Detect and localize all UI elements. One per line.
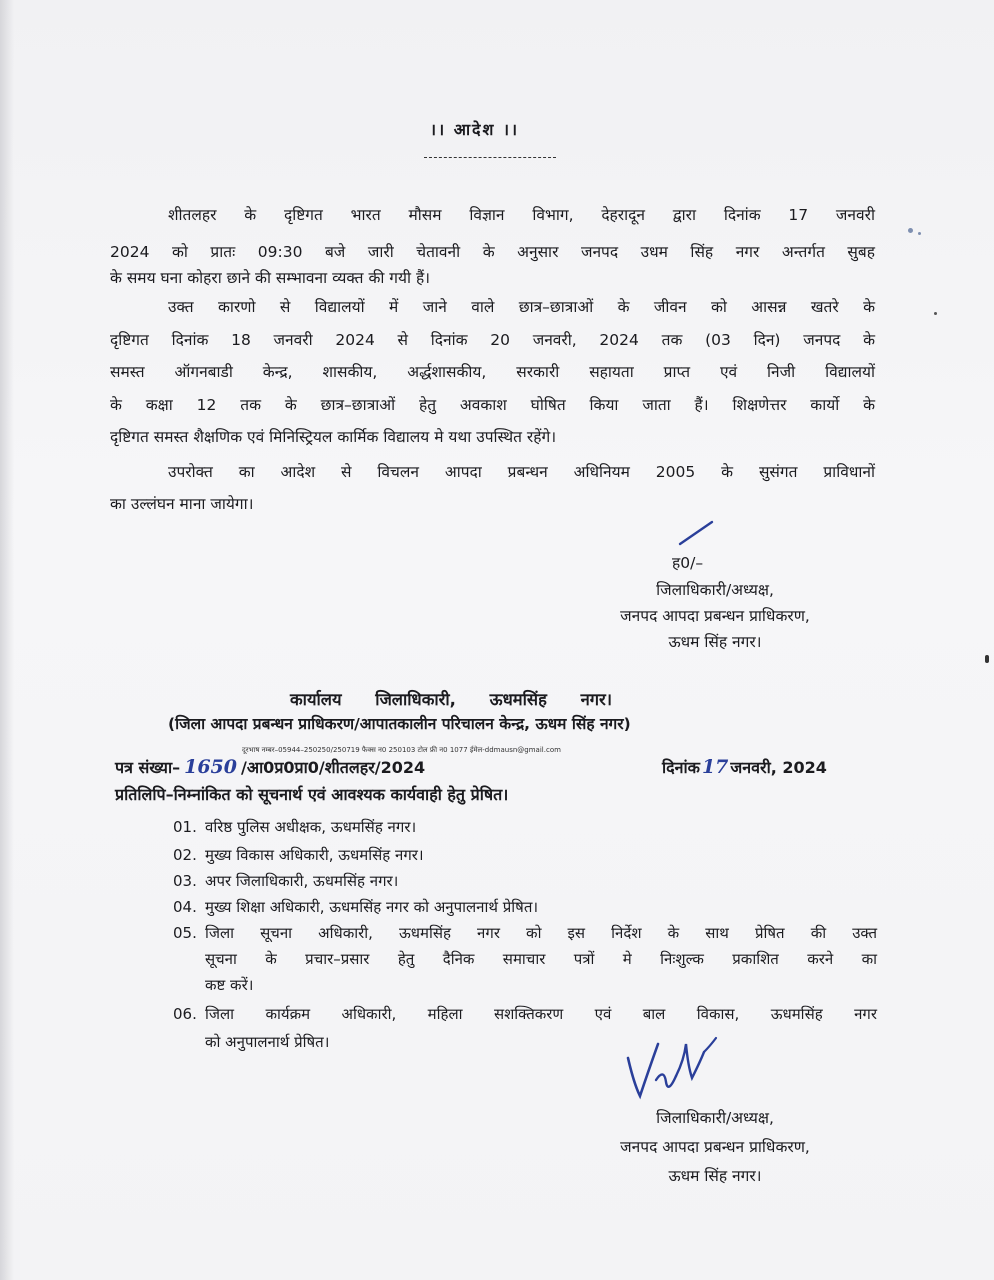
order-p2-line4: के कक्षा 12 तक के छात्र–छात्राओं हेतु अवकाश घोषित किया जाता हैं। शिक्षणेत्तर कार्यो के [110, 396, 875, 414]
title-underline [424, 157, 556, 158]
office-subheading: (जिला आपदा प्रबन्धन प्राधिकरण/आपातकालीन परिचालन केन्द्र, ऊधम सिंह नगर) [168, 715, 631, 733]
recipient-4-num: 04. [173, 898, 197, 916]
recipient-5-line3: कष्ट करें। [205, 976, 254, 994]
order-sign-designation: जिलाधिकारी/अध्यक्ष, [656, 581, 774, 599]
recipient-4: मुख्य शिक्षा अधिकारी, ऊधमसिंह नगर को अनुपालनार्थ प्रेषित। [205, 898, 539, 916]
recipient-3: अपर जिलाधिकारी, ऊधमसिंह नगर। [205, 872, 399, 890]
letter-number-prefix: पत्र संख्या– [115, 758, 181, 777]
order-p3-line1: उपरोक्त का आदेश से विचलन आपदा प्रबन्धन अधिनियम 2005 के सुसंगत प्राविधानों [168, 463, 875, 481]
office-contact-line: दूरभाष नम्बर–05944–250250/250719 फैक्स न0 250103 टोल फ्री न0 1077 ई‌मेल-ddmausn@gmail.com [242, 746, 561, 754]
paper-speck [918, 232, 921, 235]
copy-to-heading: प्रतिलिपि–निम्नांकित को सूचनार्थ एवं आवश्यक कार्यवाही हेतु प्रेषित। [115, 785, 509, 804]
order-sign-authority: जनपद आपदा प्रबन्धन प्राधिकरण, [620, 607, 810, 625]
order-p2-line5: दृष्टिगत समस्त शैक्षणिक एवं मिनिस्ट्रियल कार्मिक विद्यालय मे यथा उपस्थित रहेंगे। [110, 428, 557, 446]
recipient-6-num: 06. [173, 1005, 197, 1023]
page-edge-shadow [0, 0, 14, 1280]
letter-date [662, 757, 827, 778]
sd-mark: ह0/– [672, 554, 704, 572]
office-heading: कार्यालय जिलाधिकारी, ऊधमसिंह नगर। [290, 690, 613, 709]
endorsement-sign-designation: जिलाधिकारी/अध्यक्ष, [656, 1109, 774, 1127]
letter-number-handwritten: 1650 [184, 756, 237, 778]
order-sign-district: ऊधम सिंह नगर। [668, 633, 762, 651]
order-p2-line3: समस्त ऑगनबाडी केन्द्र, शासकीय, अर्द्धशासकीय, सरकारी सहायता प्राप्त एवं निजी विद्यालयों [110, 363, 875, 381]
handwritten-signature [612, 1022, 730, 1104]
letter-number-suffix: /आ0प्र0प्रा0/शीतलहर/2024 [240, 758, 426, 777]
order-p1-line3: के समय घना कोहरा छाने की सम्भावना व्यक्त की गयी हैं। [110, 269, 431, 287]
endorsement-sign-authority: जनपद आपदा प्रबन्धन प्राधिकरण, [620, 1138, 810, 1156]
paper-speck [985, 655, 989, 663]
order-p1-line1: शीतलहर के दृष्टिगत भारत मौसम विज्ञान विभाग, देहरादून द्वारा दिनांक 17 जनवरी [168, 206, 875, 224]
letter-number [115, 757, 425, 778]
recipient-6-line2: को अनुपालनार्थ प्रेषित। [205, 1033, 330, 1051]
recipient-5-line1: जिला सूचना अधिकारी, ऊधमसिंह नगर को इस निर्देश के साथ प्रेषित की उक्त [205, 924, 877, 942]
recipient-6-line1: जिला कार्यक्रम अधिकारी, महिला सशक्तिकरण एवं बाल विकास, ऊधमसिंह नगर [205, 1005, 877, 1023]
paper-speck [934, 312, 937, 315]
order-title: ।। आदेश ।। [430, 120, 520, 139]
order-p2-line2: दृष्टिगत दिनांक 18 जनवरी 2024 से दिनांक 20 जनवरी, 2024 तक (03 दिन) जनपद के [110, 331, 875, 349]
recipient-1-num: 01. [173, 818, 197, 836]
paper-speck [908, 228, 913, 233]
order-p2-line1: उक्त कारणो से विद्यालयों में जाने वाले छात्र–छात्राओं के जीवन को आसन्न खतरे के [168, 298, 875, 316]
recipient-5-line2: सूचना के प्रचार–प्रसार हेतु दैनिक समाचार पत्रों मे निःशुल्क प्रकाशित करने का [205, 950, 877, 968]
order-p3-line2: का उल्लंघन माना जायेगा। [110, 495, 254, 513]
recipient-1: वरिष्ठ पुलिस अधीक्षक, ऊधमसिंह नगर। [205, 818, 417, 836]
recipient-2: मुख्य विकास अधिकारी, ऊधमसिंह नगर। [205, 846, 424, 864]
recipient-2-num: 02. [173, 846, 197, 864]
signature-tick-mark [676, 516, 716, 550]
order-p1-line2: 2024 को प्रातः 09:30 बजे जारी चेतावनी के अनुसार जनपद उधम सिंह नगर अन्तर्गत सुबह [110, 243, 875, 261]
date-suffix: जनवरी, 2024 [730, 758, 827, 777]
recipient-5-num: 05. [173, 924, 197, 942]
date-prefix: दिनांक [662, 758, 700, 777]
date-handwritten: 17 [701, 756, 729, 778]
endorsement-sign-district: ऊधम सिंह नगर। [668, 1167, 762, 1185]
recipient-3-num: 03. [173, 872, 197, 890]
